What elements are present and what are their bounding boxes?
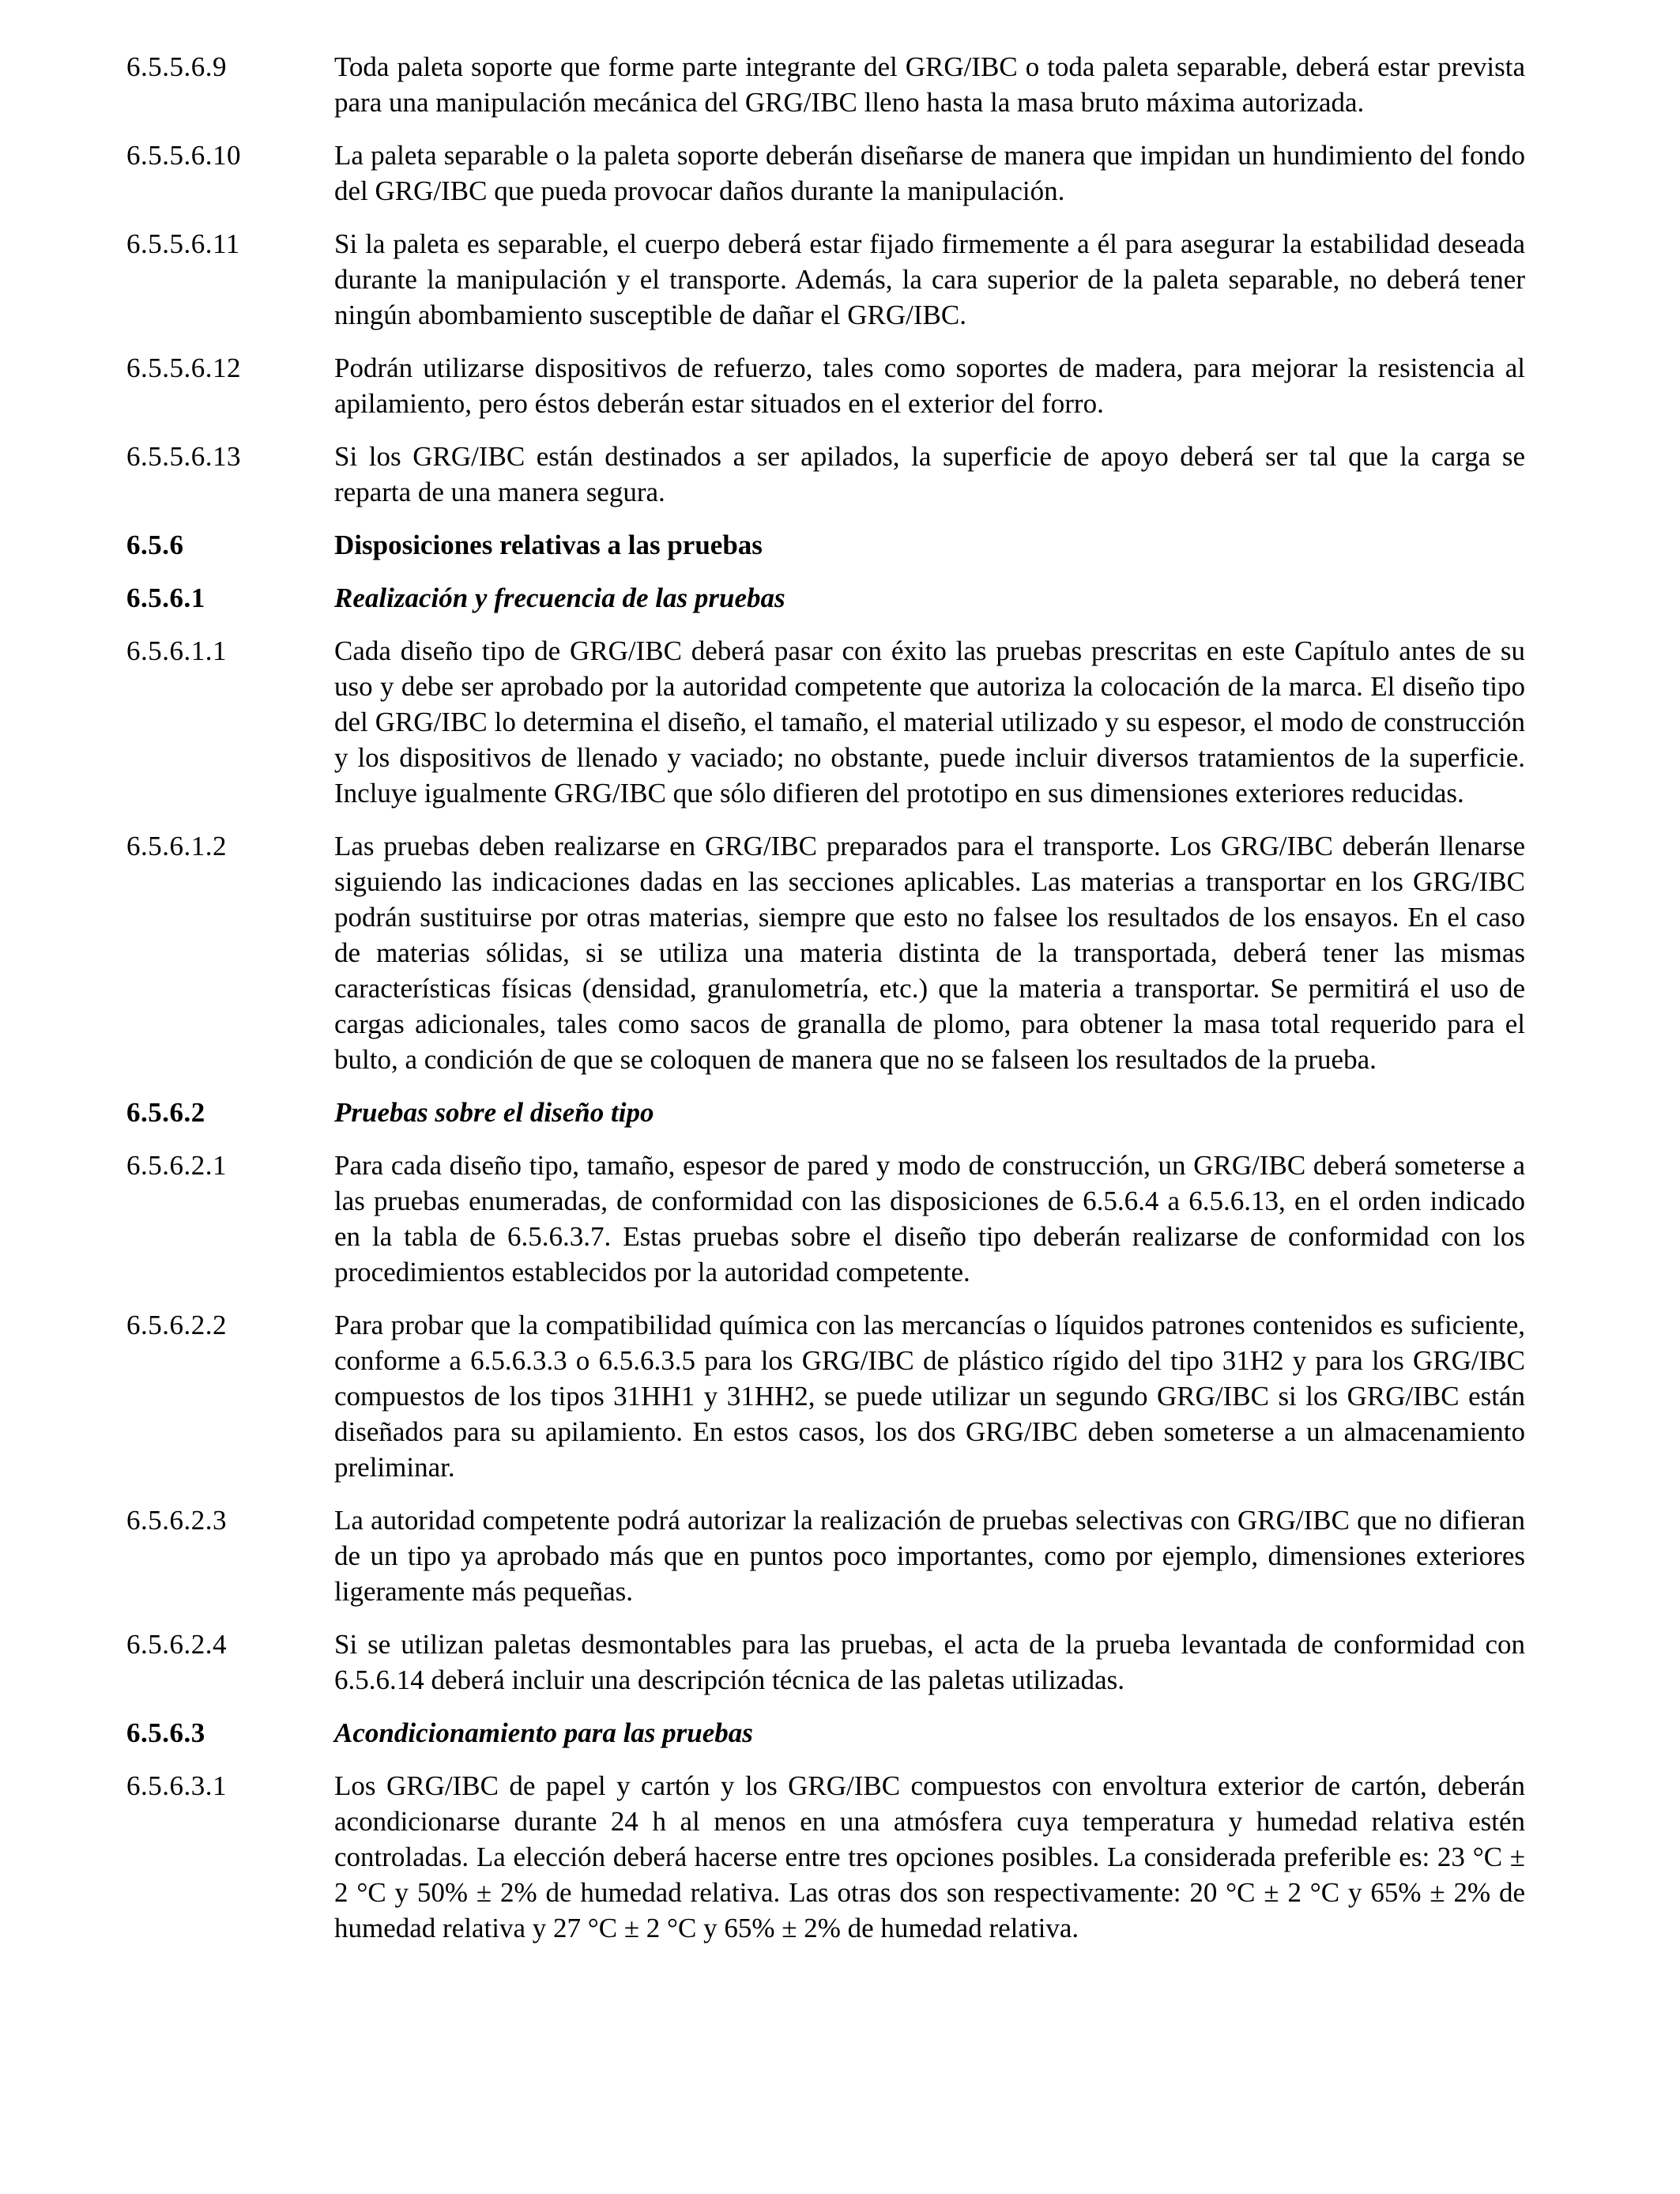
section-number: 6.5.6.1.1 <box>126 635 227 666</box>
document-page <box>126 49 1525 1963</box>
paragraph-text: Los GRG/IBC de papel y cartón y los GRG/IBC compuestos con envoltura exterior de cartón, deberán acondicionarse durante 24 h al menos en una atmósfera cuya temperatura y humedad relativa estén controladas. La elección deberá hacerse entre tres opciones posibles. La considerada preferible es: 23 °C ± 2 °C y 50% ± 2% de humedad relativa. Las otras dos son respectivamente: 20 °C ± 2 °C y 65% ± 2% de humedad relativa y 27 °C ± 2 °C y 65% ± 2% de humedad relativa. <box>334 1770 1525 1943</box>
section-number: 6.5.6.2.1 <box>126 1150 227 1181</box>
paragraph-text: Toda paleta soporte que forme parte integrante del GRG/IBC o toda paleta separable, deberá estar prevista para una manipulación mecánica del GRG/IBC lleno hasta la masa bruto máxima autorizada. <box>334 51 1525 118</box>
subsection-title: Realización y frecuencia de las pruebas <box>334 582 785 613</box>
section-number: 6.5.6.1.2 <box>126 831 227 861</box>
section-number: 6.5.5.6.10 <box>126 140 241 171</box>
paragraph-6-5-6-2-2 <box>126 1307 1525 1485</box>
subsection-title: Pruebas sobre el diseño tipo <box>334 1097 654 1128</box>
section-number: 6.5.6.2.4 <box>126 1629 227 1660</box>
paragraph-text: Para probar que la compatibilidad química con las mercancías o líquidos patrones contenidos es suficiente, conforme a 6.5.6.3.3 o 6.5.6.3.5 para los GRG/IBC de plástico rígido del tipo 31H2 y para los GRG/IBC compuestos de los tipos 31HH1 y 31HH2, se puede utilizar un segundo GRG/IBC si los GRG/IBC están diseñados para su apilamiento. En estos casos, los dos GRG/IBC deben someterse a un almacenamiento preliminar. <box>334 1310 1525 1483</box>
section-number: 6.5.6.2.3 <box>126 1505 227 1536</box>
paragraph-6-5-6-2-1 <box>126 1148 1525 1290</box>
subsection-heading-6-5-6-2 <box>126 1095 1525 1130</box>
paragraph-text: Si la paleta es separable, el cuerpo deberá estar fijado firmemente a él para asegurar la estabilidad deseada durante la manipulación y el transporte. Además, la cara superior de la paleta separable, no deberá tener ningún abombamiento susceptible de dañar el GRG/IBC. <box>334 228 1525 330</box>
section-number: 6.5.6.3 <box>126 1717 205 1748</box>
paragraph-text: Cada diseño tipo de GRG/IBC deberá pasar con éxito las pruebas prescritas en este Capítulo antes de su uso y debe ser aprobado por la autoridad competente que autoriza la colocación de la marca. El diseño tipo del GRG/IBC lo determina el diseño, el tamaño, el material utilizado y su espesor, el modo de construcción y los dispositivos de llenado y vaciado; no obstante, puede incluir diversos tratamientos de la superficie. Incluye igualmente GRG/IBC que sólo difieren del prototipo en sus dimensiones exteriores reducidas. <box>334 635 1525 809</box>
paragraph-text: La paleta separable o la paleta soporte deberán diseñarse de manera que impidan un hundimiento del fondo del GRG/IBC que pueda provocar daños durante la manipulación. <box>334 140 1525 206</box>
paragraph-6-5-5-6-9 <box>126 49 1525 120</box>
section-number: 6.5.5.6.11 <box>126 228 240 259</box>
paragraph-6-5-6-2-4 <box>126 1627 1525 1698</box>
section-number: 6.5.6.2 <box>126 1097 205 1128</box>
paragraph-6-5-5-6-11 <box>126 226 1525 333</box>
subsection-heading-6-5-6-3 <box>126 1715 1525 1751</box>
subsection-heading-6-5-6-1 <box>126 580 1525 616</box>
section-number: 6.5.6.1 <box>126 582 205 613</box>
paragraph-6-5-6-3-1 <box>126 1768 1525 1946</box>
paragraph-6-5-6-1-1 <box>126 633 1525 811</box>
section-number: 6.5.5.6.9 <box>126 51 227 82</box>
paragraph-text: La autoridad competente podrá autorizar la realización de pruebas selectivas con GRG/IBC que no difieran de un tipo ya aprobado más que en puntos poco importantes, como por ejemplo, dimensiones exteriores ligeramente más pequeñas. <box>334 1505 1525 1607</box>
paragraph-6-5-5-6-13 <box>126 439 1525 510</box>
section-title: Disposiciones relativas a las pruebas <box>334 530 763 560</box>
paragraph-6-5-5-6-12 <box>126 350 1525 421</box>
paragraph-text: Si se utilizan paletas desmontables para las pruebas, el acta de la prueba levantada de conformidad con 6.5.6.14 deberá incluir una descripción técnica de las paletas utilizadas. <box>334 1629 1525 1695</box>
paragraph-text: Si los GRG/IBC están destinados a ser apilados, la superficie de apoyo deberá ser tal que la carga se reparta de una manera segura. <box>334 441 1525 507</box>
section-number: 6.5.5.6.12 <box>126 352 241 383</box>
subsection-title: Acondicionamiento para las pruebas <box>334 1717 753 1748</box>
paragraph-6-5-6-1-2 <box>126 828 1525 1077</box>
section-number: 6.5.6.3.1 <box>126 1770 227 1801</box>
paragraph-6-5-6-2-3 <box>126 1502 1525 1609</box>
paragraph-text: Las pruebas deben realizarse en GRG/IBC preparados para el transporte. Los GRG/IBC deberán llenarse siguiendo las indicaciones dadas en las secciones aplicables. Las materias a transportar en los GRG/IBC podrán sustituirse por otras materias, siempre que esto no falsee los resultados de los ensayos. En el caso de materias sólidas, si se utiliza una materia distinta de la transportada, deberá tener las mismas características físicas (densidad, granulometría, etc.) que la materia a transportar. Se permitirá el uso de cargas adicionales, tales como sacos de granalla de plomo, para obtener la masa total requerido para el bulto, a condición de que se coloquen de manera que no se falseen los resultados de la prueba. <box>334 831 1525 1075</box>
paragraph-text: Para cada diseño tipo, tamaño, espesor de pared y modo de construcción, un GRG/IBC deberá someterse a las pruebas enumeradas, de conformidad con las disposiciones de 6.5.6.4 a 6.5.6.13, en el orden indicado en la tabla de 6.5.6.3.7. Estas pruebas sobre el diseño tipo deberán realizarse de conformidad con los procedimientos establecidos por la autoridad competente. <box>334 1150 1525 1287</box>
paragraph-text: Podrán utilizarse dispositivos de refuerzo, tales como soportes de madera, para mejorar la resistencia al apilamiento, pero éstos deberán estar situados en el exterior del forro. <box>334 352 1525 419</box>
section-heading-6-5-6 <box>126 527 1525 563</box>
section-number: 6.5.6.2.2 <box>126 1310 227 1340</box>
section-number: 6.5.6 <box>126 530 184 560</box>
paragraph-6-5-5-6-10 <box>126 138 1525 209</box>
section-number: 6.5.5.6.13 <box>126 441 241 472</box>
